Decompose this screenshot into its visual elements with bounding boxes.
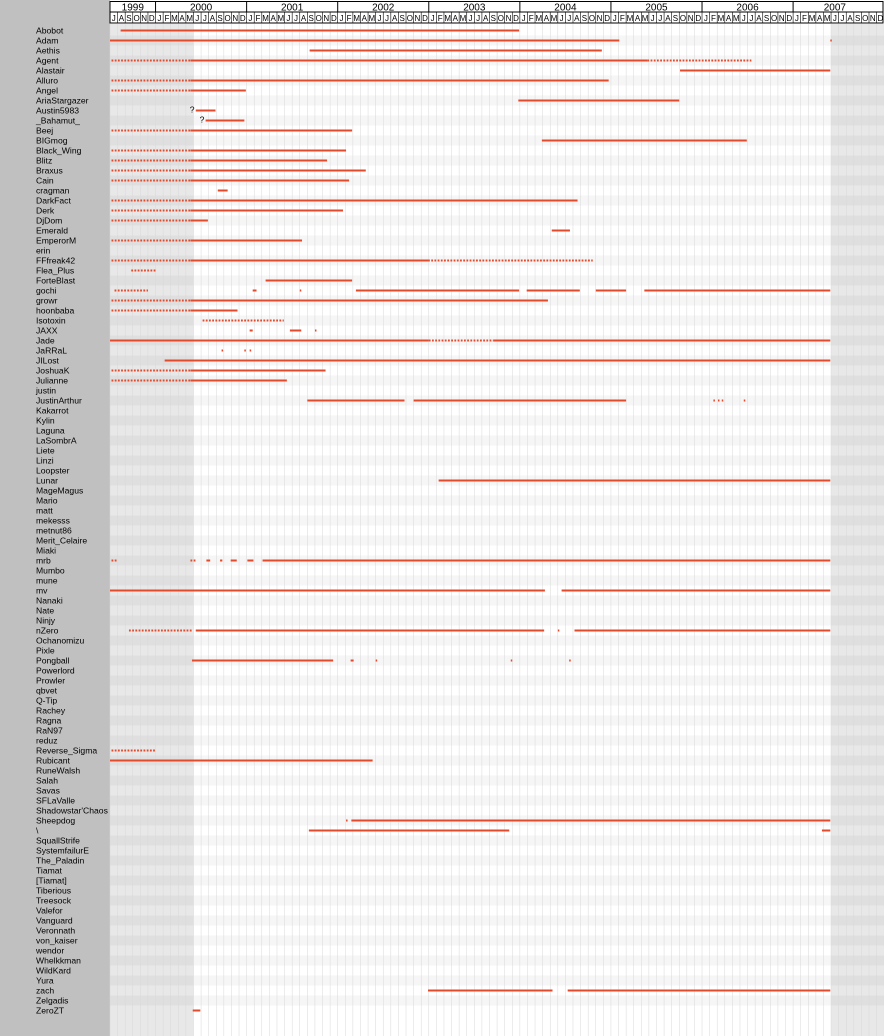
month-label: J	[832, 14, 837, 23]
month-label: F	[164, 14, 170, 23]
row-name: Austin5983	[36, 105, 80, 116]
month-label: A	[391, 14, 398, 23]
month-label: D	[695, 14, 702, 23]
month-label: N	[596, 14, 603, 23]
row-name: metnut86	[36, 525, 72, 536]
month-label: J	[430, 14, 435, 23]
month-label: M	[550, 14, 558, 23]
row-note: ?	[189, 104, 195, 115]
row-name: EmperorM	[36, 235, 77, 246]
row-name: Mario	[36, 495, 58, 506]
month-label: F	[437, 14, 443, 23]
row-name: Valefor	[36, 905, 63, 916]
row-name: von_kaiser	[36, 935, 78, 946]
row-name: justin	[36, 385, 57, 396]
month-label: A	[847, 14, 853, 23]
month-label: A	[756, 14, 762, 23]
month-label: F	[802, 14, 807, 23]
row-name: growr	[36, 295, 58, 306]
row-name: The_Paladin	[36, 855, 85, 866]
year-label: 2003	[463, 2, 486, 14]
month-label: J	[741, 14, 746, 23]
month-label: F	[710, 14, 716, 23]
month-label: A	[574, 14, 580, 23]
year-label: 2006	[736, 2, 759, 14]
month-label: D	[604, 14, 611, 23]
row-name: Linzi	[36, 455, 54, 466]
month-label: O	[679, 14, 687, 23]
row-name: Nate	[36, 605, 55, 616]
row-name: Kakarrot	[36, 405, 69, 416]
row-name: mekesss	[36, 515, 70, 526]
month-label: J	[293, 14, 298, 23]
month-label: D	[877, 14, 884, 23]
month-label: M	[459, 14, 467, 23]
row-name: Ninjy	[36, 615, 56, 626]
row-name: JaRRaL	[36, 345, 68, 356]
month-label: F	[255, 14, 261, 23]
row-name: Nanaki	[36, 595, 63, 606]
row-name: Derk	[36, 205, 55, 216]
month-label: A	[179, 14, 185, 23]
row-name: Ochanomizu	[36, 635, 85, 646]
row-name: Treesock	[36, 895, 72, 906]
row-name: erin	[36, 245, 51, 256]
month-label: M	[641, 14, 649, 23]
month-label: N	[414, 14, 421, 23]
row-name: Lunar	[36, 475, 58, 486]
row-name: mune	[36, 575, 58, 586]
row-name: Mumbo	[36, 565, 65, 576]
month-label: D	[422, 14, 428, 23]
month-label: O	[588, 14, 596, 23]
month-label: A	[270, 14, 276, 23]
month-label: D	[513, 14, 519, 23]
month-label: N	[232, 14, 239, 23]
month-label: O	[315, 14, 322, 23]
row-name: Alastair	[36, 65, 65, 76]
row-name: MageMagus	[36, 485, 84, 496]
row-name: qbvet	[36, 685, 58, 696]
month-label: S	[217, 14, 223, 23]
row-note: ?	[199, 114, 205, 125]
month-label: O	[862, 14, 869, 23]
row-name: \	[36, 825, 39, 836]
month-label: A	[118, 14, 125, 23]
row-name: Beej	[36, 125, 54, 136]
month-label: M	[171, 14, 178, 23]
month-label: A	[452, 14, 459, 23]
month-label: D	[148, 14, 155, 23]
row-name: nZero	[36, 625, 59, 636]
row-name: Rachey	[36, 705, 66, 716]
row-name: Reverse_Sigma	[36, 745, 98, 756]
row-name: JAXX	[36, 325, 58, 336]
month-label: S	[308, 14, 314, 23]
year-label: 2004	[554, 2, 577, 14]
year-label: 2007	[823, 2, 846, 14]
month-label: M	[823, 14, 831, 23]
row-name: Laguna	[36, 425, 65, 436]
row-name: AriaStargazer	[36, 95, 89, 106]
month-label: F	[619, 14, 625, 23]
month-label: N	[687, 14, 694, 23]
row-name: DarkFact	[36, 195, 71, 206]
month-label: J	[521, 14, 526, 23]
month-label: O	[497, 14, 505, 23]
row-name: Powerlord	[36, 665, 75, 676]
row-name: Zelgadis	[36, 995, 69, 1006]
month-label: O	[771, 14, 778, 23]
month-label: M	[732, 14, 740, 23]
row-name: Salah	[36, 775, 58, 786]
month-label: M	[808, 14, 816, 23]
month-label: J	[612, 14, 617, 23]
month-label: J	[286, 14, 291, 23]
row-name: [Tiamat]	[36, 875, 67, 886]
row-name: Merit_Celaire	[36, 535, 88, 546]
row-name: Julianne	[36, 375, 69, 386]
month-label: A	[300, 14, 307, 23]
month-label: N	[778, 14, 785, 23]
row-name: Aethis	[36, 45, 60, 56]
month-label: J	[476, 14, 481, 23]
row-name: _Bahamut_	[36, 115, 80, 126]
row-name: SquallStrife	[36, 835, 80, 846]
row-name: ForteBlast	[36, 275, 76, 286]
month-label: S	[763, 14, 770, 23]
row-name: matt	[36, 505, 53, 516]
month-label: A	[634, 14, 641, 23]
month-label: J	[703, 14, 708, 23]
month-label: J	[840, 14, 845, 23]
month-label: F	[528, 14, 534, 23]
month-label: M	[626, 14, 634, 23]
row-name: mrb	[36, 555, 51, 566]
row-name: Q-Tip	[36, 695, 58, 706]
row-name: Ragna	[36, 715, 62, 726]
row-name: Braxus	[36, 165, 63, 176]
row-name: Alluro	[36, 75, 58, 86]
month-label: S	[126, 14, 132, 23]
month-label: J	[749, 14, 754, 23]
row-name: Agent	[36, 55, 59, 66]
year-header	[110, 2, 883, 13]
row-name: Savas	[36, 785, 60, 796]
month-label: J	[377, 14, 382, 23]
month-label: A	[483, 14, 489, 23]
row-name: Tiamat	[36, 865, 62, 876]
row-name: gochi	[36, 285, 57, 296]
month-label: J	[339, 14, 344, 23]
row-name: WildKard	[36, 965, 71, 976]
month-label: O	[133, 14, 140, 23]
year-label: 2000	[189, 2, 213, 14]
month-label: M	[535, 14, 543, 23]
month-label: J	[559, 14, 564, 23]
month-label: J	[157, 14, 162, 23]
row-name: Emerald	[36, 225, 68, 236]
month-label: J	[794, 14, 799, 23]
row-name: FFfreak42	[36, 255, 76, 266]
month-label: M	[277, 14, 285, 23]
month-label: J	[202, 14, 207, 23]
month-label: M	[444, 14, 452, 23]
row-name: Veronnath	[36, 925, 76, 936]
month-label: D	[239, 14, 246, 23]
month-label: J	[385, 14, 390, 23]
month-label: S	[490, 14, 496, 23]
month-label: A	[361, 14, 367, 23]
year-label: 2002	[372, 2, 395, 14]
row-name: Sheepdog	[36, 815, 76, 826]
row-name: Jade	[36, 335, 55, 346]
row-name: DjDom	[36, 215, 63, 226]
row-name: Black_Wing	[36, 145, 82, 156]
row-name: cragman	[36, 185, 70, 196]
row-name: JILost	[36, 355, 59, 366]
row-name: reduz	[36, 735, 58, 746]
month-label: D	[786, 14, 793, 23]
month-label: N	[505, 14, 512, 23]
row-name: Kylin	[36, 415, 55, 426]
row-name: Isotoxin	[36, 315, 66, 326]
row-name: JustinArthur	[36, 395, 82, 406]
month-label: M	[353, 14, 361, 23]
month-label: J	[567, 14, 572, 23]
year-label: 2005	[645, 2, 668, 14]
month-label: M	[368, 14, 376, 23]
row-name: Tiberious	[36, 885, 72, 896]
row-name: Angel	[36, 85, 58, 96]
month-label: A	[543, 14, 550, 23]
row-name: Pixle	[36, 645, 55, 656]
month-label: N	[141, 14, 148, 23]
month-label: J	[195, 14, 200, 23]
row-name: SFLaValle	[36, 795, 76, 806]
row-name: Prowler	[36, 675, 66, 686]
month-label: A	[209, 14, 216, 23]
row-name: Loopster	[36, 465, 70, 476]
month-label: J	[468, 14, 473, 23]
row-name: Cain	[36, 175, 54, 186]
row-name: BIGmog	[36, 135, 68, 146]
month-label: A	[816, 14, 823, 23]
row-name: Vanguard	[36, 915, 73, 926]
row-name: Liete	[36, 445, 55, 456]
month-label: A	[725, 14, 732, 23]
row-name: Blitz	[36, 155, 53, 166]
month-label: S	[854, 14, 861, 23]
month-label: O	[406, 14, 413, 23]
row-name: Pongball	[36, 655, 70, 666]
row-name: SystemfailurE	[36, 845, 90, 856]
row-name: Whelkkman	[36, 955, 81, 966]
row-name: Abobot	[36, 25, 64, 36]
month-label: J	[111, 14, 116, 23]
row-name: Rubicant	[36, 755, 70, 766]
row-name: JoshuaK	[36, 365, 70, 376]
row-name: hoonbaba	[36, 305, 75, 316]
row-name: RaN97	[36, 725, 63, 736]
month-label: J	[248, 14, 253, 23]
row-name: Yura	[36, 975, 54, 986]
month-label: O	[224, 14, 231, 23]
month-label: M	[717, 14, 725, 23]
row-name: Shadowstar'Chaos	[36, 805, 108, 816]
month-label: N	[869, 14, 876, 23]
row-name: Flea_Plus	[36, 265, 75, 276]
year-label: 1999	[121, 2, 144, 14]
row-name: Miaki	[36, 545, 57, 556]
row-name: RuneWalsh	[36, 765, 81, 776]
month-label: S	[581, 14, 588, 23]
month-label: M	[186, 14, 194, 23]
row-name: wendor	[36, 945, 65, 956]
month-label: A	[665, 14, 671, 23]
year-label: 2001	[281, 2, 304, 14]
row-name: zach	[36, 985, 55, 996]
row-name: Adam	[36, 35, 59, 46]
row-name: ZeroZT	[36, 1005, 65, 1016]
month-label: N	[323, 14, 330, 23]
row-name: LaSombrA	[36, 435, 77, 446]
month-label: M	[262, 14, 269, 23]
month-label: S	[399, 14, 405, 23]
month-label: F	[346, 14, 352, 23]
row-name: mv	[36, 585, 48, 596]
month-label: D	[331, 14, 337, 23]
month-label: S	[672, 14, 679, 23]
month-label: J	[658, 14, 663, 23]
month-label: J	[650, 14, 655, 23]
